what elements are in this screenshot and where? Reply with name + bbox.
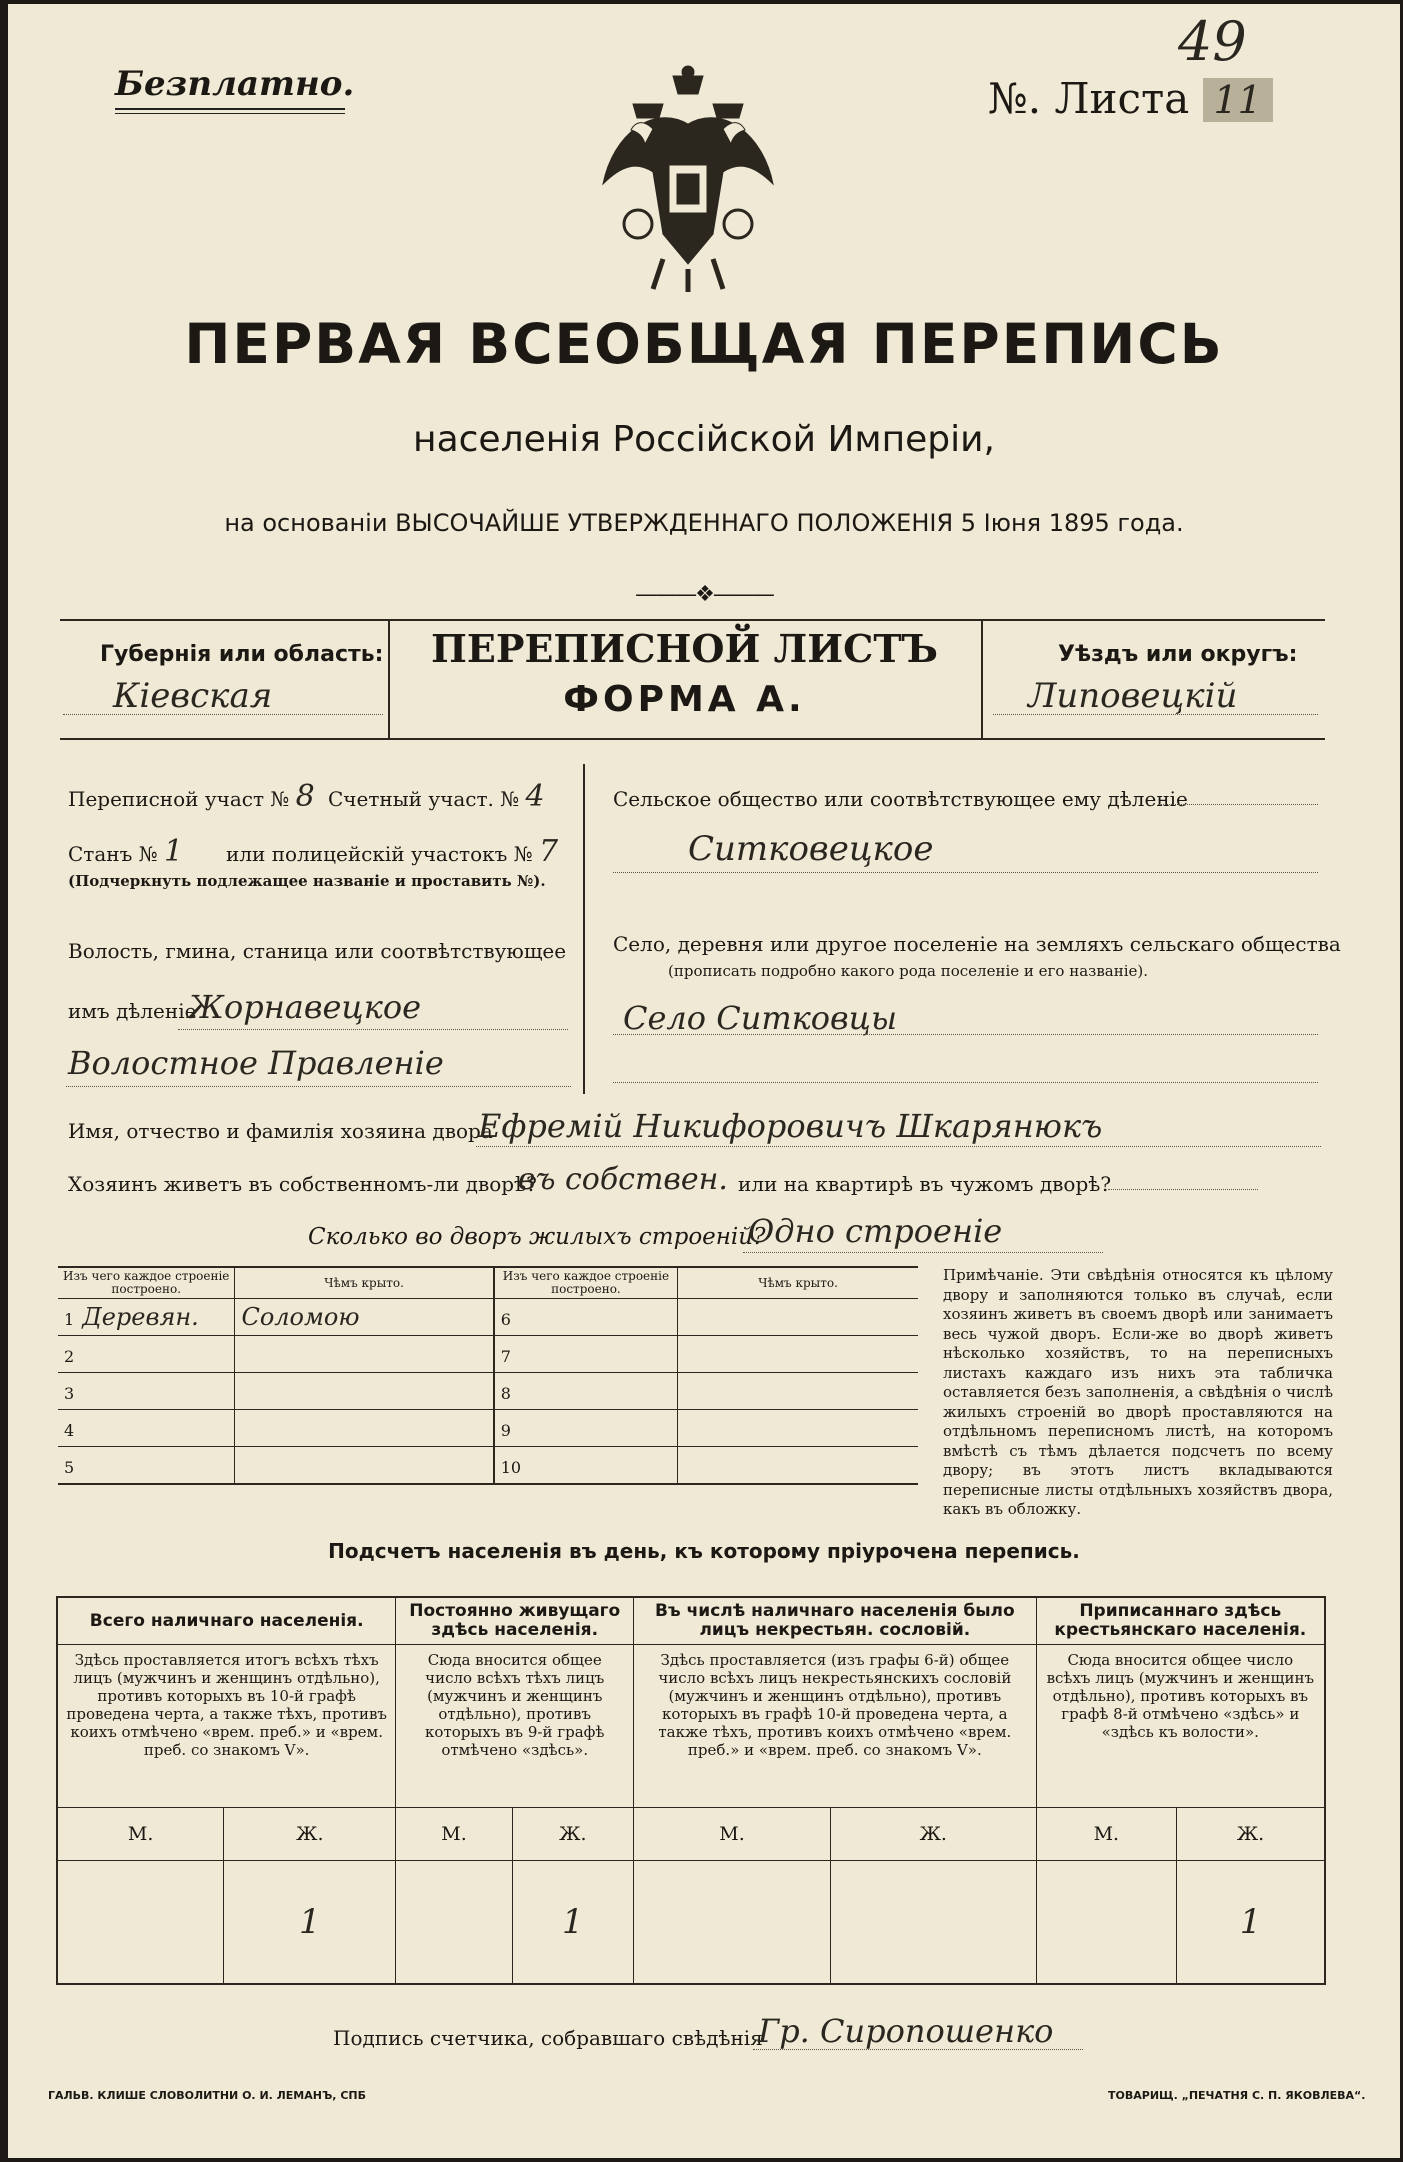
stan-note: (Подчеркнуть подлежащее названіе и проставить №).	[68, 872, 546, 890]
free-underline	[115, 108, 345, 110]
society-line-a	[1158, 804, 1318, 805]
society-label: Сельское общество или соотвѣтствующее ему дѣленіе	[613, 787, 1188, 811]
building-roof-cell	[235, 1410, 494, 1447]
stan-value: 1	[164, 834, 184, 869]
census-basis: на основаніи ВЫСОЧАЙШЕ УТВЕРЖДЕННАГО ПОЛОЖЕНІЯ 5 Іюня 1895 года.	[224, 509, 1184, 537]
owner-live-line	[1108, 1189, 1258, 1190]
col-built-left: Изъ чего каждое строеніе построено.	[58, 1267, 235, 1299]
owner-name-label: Имя, отчество и фамилія хозяина двора	[68, 1119, 493, 1143]
sheet-number-label	[988, 74, 1273, 123]
population-column-head: Приписаннаго здѣсь крестьянскаго населенія.	[1036, 1597, 1325, 1645]
male-label: М.	[57, 1808, 224, 1861]
owner-name-value: Ефремій Никифоровичъ Шкарянюкъ	[478, 1107, 1103, 1145]
owner-live-value: въ собствен.	[518, 1162, 728, 1197]
building-value: Соломою	[241, 1303, 360, 1331]
population-column-desc: Сюда вносится общее число всѣхъ лицъ (мужчинъ и женщинъ отдѣльно), противъ которыхъ въ графѣ 8-й отмѣчено «здѣсь» и «здѣсь къ волости».	[1036, 1645, 1325, 1808]
building-roof-cell	[678, 1410, 918, 1447]
population-mf-row	[57, 1808, 1325, 1861]
village-label: Село, деревня или другое поселеніе на земляхъ сельскаго общества	[613, 932, 1341, 956]
buildings-row	[58, 1373, 918, 1410]
stan-row	[68, 834, 183, 869]
district-label: Уѣздъ или округъ:	[1058, 642, 1298, 667]
building-row-number: 2	[64, 1347, 75, 1366]
building-row-number: 7	[500, 1347, 511, 1366]
population-column-head: Всего наличнаго населенія.	[57, 1597, 396, 1645]
building-built-cell	[494, 1336, 678, 1373]
male-count	[57, 1861, 224, 1985]
society-value: Ситковецкое	[688, 829, 934, 869]
census-area-label: Переписной участ №	[68, 787, 290, 811]
population-desc-row	[57, 1645, 1325, 1808]
female-label: Ж.	[1177, 1808, 1325, 1861]
sheet-number-value: 11	[1203, 78, 1273, 122]
col-built-right: Изъ чего каждое строеніе построено.	[494, 1267, 678, 1299]
police-label: или полицейскій участокъ №	[226, 842, 533, 866]
buildings-line	[743, 1252, 1103, 1253]
population-header-row	[57, 1597, 1325, 1645]
middle-divider	[583, 764, 585, 1094]
male-count	[396, 1861, 512, 1985]
male-count	[634, 1861, 831, 1985]
count-area-value: 4	[525, 779, 545, 814]
buildings-row	[58, 1410, 918, 1447]
building-roof-cell	[235, 1373, 494, 1410]
male-label: М.	[1036, 1808, 1176, 1861]
building-built-cell	[494, 1373, 678, 1410]
buildings-header-row	[58, 1267, 918, 1299]
building-roof-cell	[678, 1447, 918, 1485]
division-line	[178, 1029, 568, 1030]
district-value: Липовецкій	[1028, 676, 1238, 716]
population-column-head: Въ числѣ наличнаго населенія было лицъ некрестьян. сословій.	[634, 1597, 1036, 1645]
district-line	[993, 714, 1318, 715]
division-value-2: Волостное Правленіе	[68, 1044, 444, 1082]
buildings-table	[58, 1266, 918, 1485]
building-built-cell	[58, 1373, 235, 1410]
division-line-2	[66, 1086, 571, 1087]
building-roof-cell	[235, 1336, 494, 1373]
building-row-number: 1	[64, 1310, 75, 1329]
signature-line	[753, 2049, 1083, 2050]
division-value: Жорнавецкое	[188, 988, 422, 1026]
census-title: ПЕРВАЯ ВСЕОБЩАЯ ПЕРЕПИСЬ	[184, 312, 1224, 376]
female-label: Ж.	[512, 1808, 633, 1861]
col-roof-left: Чѣмъ крыто.	[235, 1267, 494, 1299]
buildings-note: Примѣчаніе. Эти свѣдѣнія относятся къ цѣлому двору и заполняются только въ случаѣ, если хозяинъ живетъ въ своемъ дворѣ или занимаетъ весь чужой дворъ. Если-же во дворѣ живетъ нѣсколько хозяйствъ, то на переписныхъ листахъ каждаго изъ нихъ эта табличка оставляется безъ заполненія, а свѣдѣнія о числѣ жилыхъ строеній во дворѣ проставляются на отдѣльномъ переписномъ листѣ, на которомъ вмѣстѣ съ тѣмъ дѣлается подсчетъ по всему двору; въ этотъ листъ вкладываются переписные листы отдѣльныхъ хозяйствъ двора, какъ въ обложку.	[943, 1266, 1333, 1518]
male-count	[1036, 1861, 1176, 1985]
building-row-number: 9	[500, 1421, 511, 1440]
building-roof-cell	[235, 1299, 494, 1336]
female-count: 1	[224, 1861, 396, 1985]
owner-name-line	[476, 1146, 1321, 1147]
building-built-cell	[494, 1410, 678, 1447]
building-roof-cell	[678, 1299, 918, 1336]
buildings-row	[58, 1447, 918, 1485]
census-sheet	[8, 4, 1400, 2158]
society-line-b	[613, 872, 1318, 873]
census-subtitle: населенія Россійской Имперіи,	[413, 419, 995, 460]
building-built-cell	[494, 1299, 678, 1336]
owner-live-label-b: или на квартирѣ въ чужомъ дворѣ?	[738, 1172, 1112, 1196]
province-value: Кіевская	[113, 676, 273, 716]
count-area-label: Счетный участ. №	[328, 787, 520, 811]
sheet-label-text: №. Листа	[988, 74, 1190, 123]
building-built-cell	[58, 1336, 235, 1373]
footer-right: ТОВАРИЩ. „ПЕЧАТНЯ С. П. ЯКОВЛЕВА“.	[1108, 2089, 1366, 2102]
volost-label: Волость, гмина, станица или соотвѣтствующее	[68, 939, 567, 963]
building-built-cell	[58, 1299, 235, 1336]
header-divider-right	[981, 619, 983, 738]
building-roof-cell	[235, 1447, 494, 1485]
buildings-question: Сколько во дворъ жилыхъ строеній?	[308, 1224, 766, 1250]
building-value: Деревян.	[82, 1303, 199, 1331]
building-row-number: 3	[64, 1384, 75, 1403]
division-label: имъ дѣленіе	[68, 999, 197, 1023]
building-built-cell	[494, 1447, 678, 1485]
female-count: 1	[512, 1861, 633, 1985]
building-built-cell	[58, 1447, 235, 1485]
form-title: ПЕРЕПИСНОЙ ЛИСТЪ	[431, 626, 938, 671]
building-built-cell	[58, 1410, 235, 1447]
buildings-row	[58, 1299, 918, 1336]
buildings-answer: Одно строеніе	[748, 1212, 1003, 1250]
ornament-divider: ———❖———	[635, 582, 773, 607]
corner-number: 49	[1178, 10, 1247, 73]
female-label: Ж.	[830, 1808, 1036, 1861]
police-value: 7	[539, 834, 559, 869]
population-column-desc: Сюда вносится общее число всѣхъ тѣхъ лицъ (мужчинъ и женщинъ отдѣльно), противъ которыхъ въ 9-й графѣ отмѣчено «здѣсь».	[396, 1645, 634, 1808]
female-count	[830, 1861, 1036, 1985]
village-line	[613, 1034, 1318, 1035]
population-heading: Подсчетъ населенія въ день, къ которому пріурочена перепись.	[328, 1539, 1080, 1563]
province-line	[63, 714, 383, 715]
double-headed-eagle-emblem	[593, 64, 783, 294]
population-value-row	[57, 1861, 1325, 1985]
count-area-row	[328, 779, 545, 814]
village-note: (прописать подробно какого рода поселеніе и его названіе).	[668, 962, 1148, 980]
owner-live-label-a: Хозяинъ живетъ въ собственномъ-ли дворѣ?	[68, 1172, 537, 1196]
signature-value: Гр. Сиропошенко	[758, 2012, 1054, 2050]
stan-label: Станъ №	[68, 842, 158, 866]
building-row-number: 6	[500, 1310, 511, 1329]
free-underline-2	[115, 113, 345, 114]
village-line-2	[613, 1082, 1318, 1083]
building-row-number: 5	[64, 1458, 75, 1477]
free-label: Безплатно.	[115, 64, 355, 104]
province-label: Губернія или область:	[100, 642, 384, 667]
footer-left: ГАЛЬВ. КЛИШЕ СЛОВОЛИТНИ О. И. ЛЕМАНЪ, СПБ	[48, 2089, 366, 2102]
buildings-row	[58, 1336, 918, 1373]
census-area-row	[68, 779, 315, 814]
building-roof-cell	[678, 1373, 918, 1410]
col-roof-right: Чѣмъ крыто.	[678, 1267, 918, 1299]
form-subtitle: ФОРМА А.	[563, 679, 806, 720]
population-column-desc: Здѣсь проставляется (изъ графы 6-й) общее число всѣхъ лицъ некрестьянскихъ сословій (мужчинъ и женщинъ отдѣльно), противъ которыхъ въ графѣ 10-й проведена черта, а также тѣхъ, противъ коихъ отмѣчено «врем. преб.» и «врем. преб. со знакомъ V».	[634, 1645, 1036, 1808]
male-label: М.	[396, 1808, 512, 1861]
population-column-desc: Здѣсь проставляется итогъ всѣхъ тѣхъ лицъ (мужчинъ и женщинъ отдѣльно), противъ которыхъ въ 10-й графѣ проведена черта, а также тѣхъ, противъ коихъ отмѣчено «врем. преб.» и «врем. преб. со знакомъ V».	[57, 1645, 396, 1808]
male-label: М.	[634, 1808, 831, 1861]
building-row-number: 4	[64, 1421, 75, 1440]
building-roof-cell	[678, 1336, 918, 1373]
building-row-number: 8	[500, 1384, 511, 1403]
population-table	[56, 1596, 1326, 1985]
village-value: Село Ситковцы	[623, 999, 898, 1037]
building-row-number: 10	[500, 1458, 522, 1477]
population-column-head: Постоянно живущаго здѣсь населенія.	[396, 1597, 634, 1645]
female-count: 1	[1177, 1861, 1325, 1985]
signature-label: Подпись счетчика, собравшаго свѣдѣнія	[333, 2026, 763, 2050]
census-area-value: 8	[295, 779, 315, 814]
female-label: Ж.	[224, 1808, 396, 1861]
police-row	[226, 834, 558, 869]
